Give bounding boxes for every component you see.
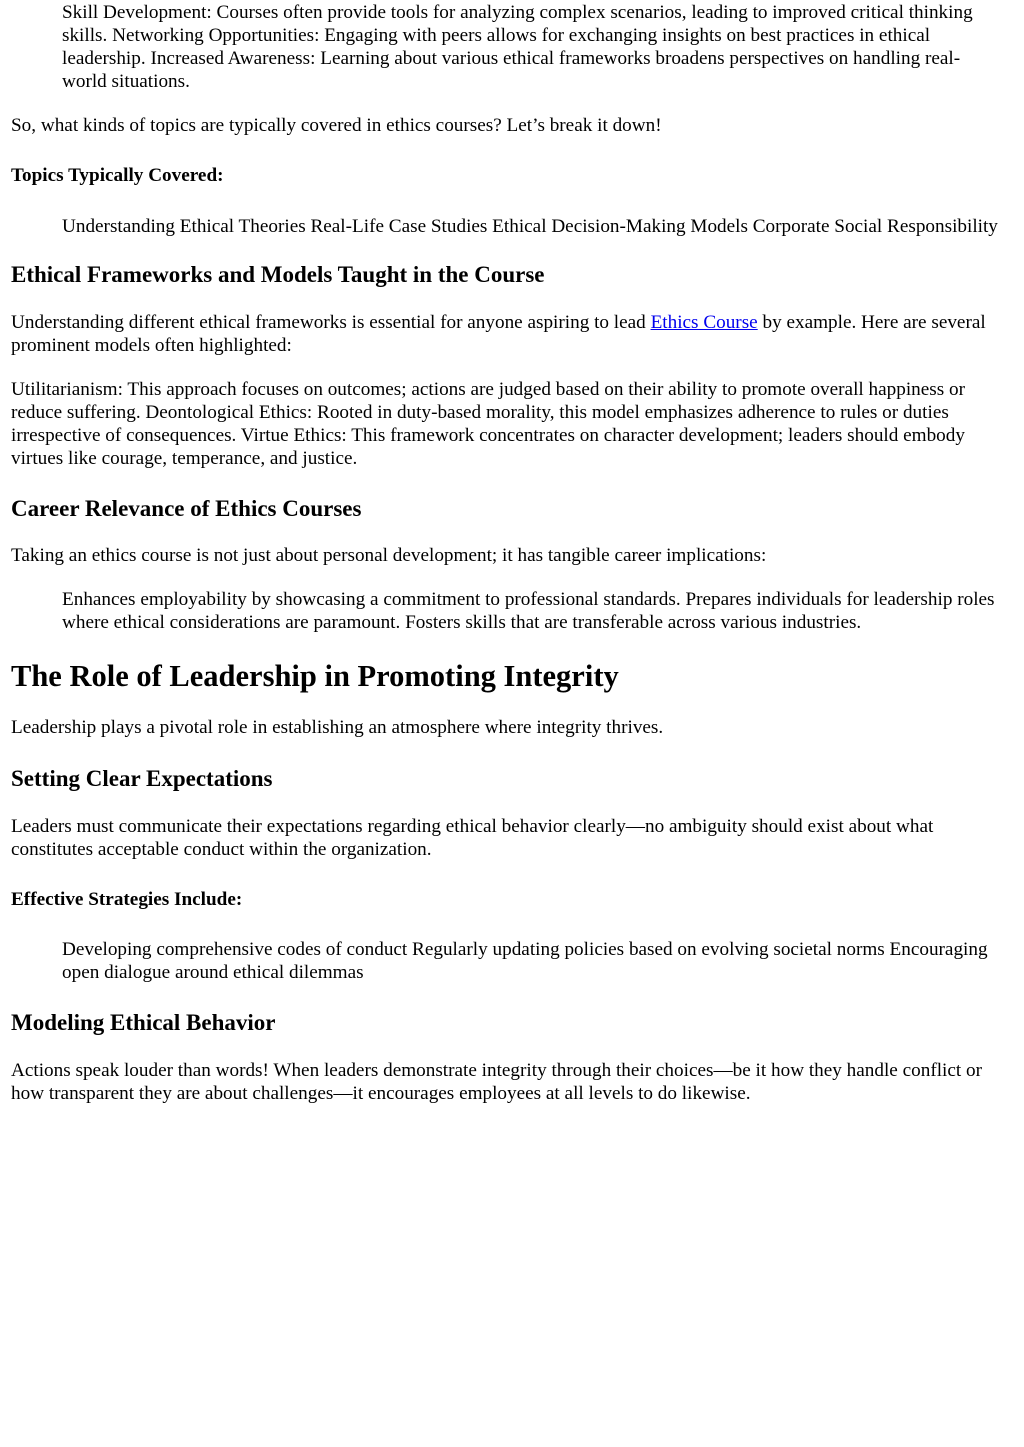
leadership-heading: The Role of Leadership in Promoting Integrity (11, 659, 619, 693)
career-heading: Career Relevance of Ethics Courses (11, 496, 362, 521)
topics-intro-paragraph: So, what kinds of topics are typically covered in ethics courses? Let’s break it down! (11, 115, 662, 136)
career-list: Enhances employability by showcasing a commitment to professional standards. Prepares individuals for leadership roles where ethical considerations are paramount. Fosters skills that are transferable across various industries. (62, 589, 995, 633)
frameworks-paragraph: Utilitarianism: This approach focuses on outcomes; actions are judged based on their ability to promote overall happiness or reduce suffering. Deontological Ethics: Rooted in duty-based morality, this model emphasizes adherence to rules or duties irrespective of consequences. Virtue Ethics: This framework concentrates on character development; leaders should embody virtues like courage, temperance, and justice. (11, 379, 965, 469)
frameworks-intro-paragraph (11, 311, 1014, 357)
modeling-heading: Modeling Ethical Behavior (11, 1010, 276, 1035)
expectations-paragraph: Leaders must communicate their expectations regarding ethical behavior clearly—no ambiguity should exist about what constitutes acceptable conduct within the organization. (11, 816, 934, 860)
ethics-course-link[interactable]: Ethics Course (650, 312, 758, 333)
frameworks-intro-text-end: by example. Here are several prominent models often highlighted: (11, 312, 986, 356)
frameworks-heading: Ethical Frameworks and Models Taught in the Course (11, 262, 545, 287)
modeling-paragraph: Actions speak louder than words! When leaders demonstrate integrity through their choices—be it how they handle conflict or how transparent they are about challenges—it encourages employees at all levels to do likewise. (11, 1060, 983, 1104)
topics-list: Understanding Ethical Theories Real-Life Case Studies Ethical Decision-Making Models Corporate Social Responsibility (62, 216, 998, 237)
frameworks-intro-text: Understanding different ethical frameworks is essential for anyone aspiring to lead (11, 312, 651, 333)
leadership-intro-paragraph: Leadership plays a pivotal role in establishing an atmosphere where integrity thrives. (11, 717, 664, 738)
strategies-heading: Effective Strategies Include: (11, 889, 243, 910)
career-intro-paragraph: Taking an ethics course is not just about personal development; it has tangible career implications: (11, 545, 767, 566)
article-page (0, 1, 1024, 1105)
skills-list: Skill Development: Courses often provide tools for analyzing complex scenarios, leading to improved critical thinking skills. Networking Opportunities: Engaging with peers allows for exchanging insights on best practices in ethical leadership. Increased Awareness: Learning about various ethical frameworks broadens perspectives on handling real-world situations. (62, 2, 973, 92)
topics-heading: Topics Typically Covered: (11, 165, 224, 186)
strategies-list: Developing comprehensive codes of conduct Regularly updating policies based on evolving societal norms Encouraging open dialogue around ethical dilemmas (62, 939, 988, 983)
expectations-heading: Setting Clear Expectations (11, 766, 273, 791)
